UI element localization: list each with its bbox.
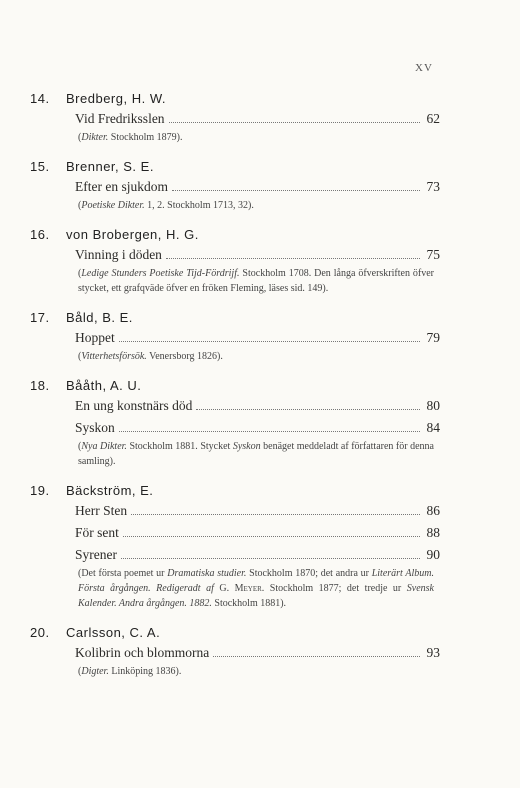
dot-leader — [169, 122, 420, 123]
entry-number: 15. — [30, 159, 50, 174]
poem-title: Kolibrin och blommorna — [75, 645, 210, 660]
contents-entry — [30, 377, 440, 469]
dot-leader — [123, 536, 420, 537]
author-heading — [30, 309, 440, 327]
source-text: Stockholm 1881. Stycket — [126, 441, 233, 452]
poem-title: En ung konstnärs död — [75, 398, 193, 413]
poem-row[interactable] — [75, 642, 440, 664]
page-ref: 86 — [426, 503, 440, 518]
dot-leader — [131, 514, 420, 515]
dot-leader — [119, 431, 420, 432]
source-note — [78, 198, 440, 213]
entry-number: 16. — [30, 227, 50, 242]
source-text: Digter. — [81, 666, 109, 677]
source-text: G. — [213, 583, 235, 594]
source-text: 1, 2. Stockholm 1713, 32). — [144, 200, 254, 211]
source-note — [78, 266, 440, 296]
poem-title: För sent — [75, 525, 119, 540]
source-note — [78, 130, 440, 145]
poem-title: Syskon — [75, 420, 115, 435]
source-text: Poetiske Dikter. — [81, 200, 145, 211]
contents-list — [30, 90, 440, 692]
source-text: ( — [78, 132, 82, 143]
page-ref: 62 — [426, 111, 440, 126]
author-name: Bredberg, H. W. — [66, 91, 166, 106]
entry-number: 19. — [30, 483, 50, 498]
source-note — [78, 566, 440, 611]
source-text: Nya Dikter. — [81, 441, 127, 452]
dot-leader — [196, 409, 420, 410]
dot-leader — [166, 258, 420, 259]
dot-leader — [119, 341, 420, 342]
entry-number: 20. — [30, 625, 50, 640]
poem-title: Syrener — [75, 547, 117, 562]
page-ref: 73 — [426, 179, 440, 194]
source-text: Syskon — [232, 441, 261, 452]
entry-number: 18. — [30, 378, 50, 393]
source-text: Stockholm 1879). — [108, 132, 183, 143]
page-ref: 88 — [426, 525, 440, 540]
source-text: Literärt Album. Första årgången. Redigeradt af — [78, 568, 434, 594]
source-note — [78, 664, 440, 679]
page-ref: 90 — [426, 547, 440, 562]
poem-row[interactable] — [75, 244, 440, 266]
page-ref: 75 — [426, 247, 440, 262]
poem-row[interactable] — [75, 176, 440, 198]
dot-leader — [213, 656, 420, 657]
source-note — [78, 349, 440, 364]
page-number: XV — [415, 62, 433, 74]
source-text: Svensk Kalender. Andra årgången. 1882. — [78, 583, 434, 609]
contents-entry — [30, 158, 440, 213]
author-name: Bäckström, E. — [66, 483, 154, 498]
page-ref: 80 — [426, 398, 440, 413]
poem-title: Efter en sjukdom — [75, 179, 168, 194]
source-text: Dikter. — [81, 132, 109, 143]
author-name: Carlsson, C. A. — [66, 625, 161, 640]
poem-title: Hoppet — [75, 330, 115, 345]
source-text: Stockholm 1870; det andra ur — [246, 568, 372, 579]
page-ref: 93 — [426, 645, 440, 660]
source-text: Dramatiska studier. — [167, 568, 247, 579]
source-text: Stockholm 1708. Den långa öfverskriften öfver stycket, ett grafqväde öfver en fröken Fleming, läses sid. 149). — [78, 268, 434, 294]
poem-title: Herr Sten — [75, 503, 128, 518]
page-ref: 79 — [426, 330, 440, 345]
source-text: ( — [78, 441, 82, 452]
source-text: ( — [78, 268, 82, 279]
source-text: Vitterhetsförsök. — [81, 351, 147, 362]
contents-entry — [30, 226, 440, 296]
author-heading — [30, 624, 440, 642]
poem-title: Vinning i döden — [75, 247, 162, 262]
contents-entry — [30, 624, 440, 679]
contents-entry — [30, 309, 440, 364]
source-note — [78, 439, 440, 469]
source-text: ( — [78, 666, 82, 677]
source-text: ( — [78, 351, 82, 362]
author-heading — [30, 482, 440, 500]
poem-row[interactable] — [75, 108, 440, 130]
contents-entry — [30, 90, 440, 145]
author-name: Båld, B. E. — [66, 310, 133, 325]
source-text: . Stockholm 1877; det tredje ur — [261, 583, 407, 594]
entry-number: 14. — [30, 91, 50, 106]
dot-leader — [121, 558, 420, 559]
source-text: Linköping 1836). — [108, 666, 182, 677]
author-name: Brenner, S. E. — [66, 159, 154, 174]
author-name: Bååth, A. U. — [66, 378, 142, 393]
source-text: ( — [78, 200, 82, 211]
poem-row[interactable] — [75, 500, 440, 522]
source-text: Stockholm 1881). — [211, 598, 287, 609]
source-text: Venersborg 1826). — [146, 351, 223, 362]
author-heading — [30, 377, 440, 395]
dot-leader — [172, 190, 420, 191]
poem-title: Vid Fredriksslen — [75, 111, 165, 126]
poem-row[interactable] — [75, 395, 440, 417]
poem-row[interactable] — [75, 327, 440, 349]
author-heading — [30, 90, 440, 108]
author-heading — [30, 158, 440, 176]
contents-entry — [30, 482, 440, 611]
poem-row[interactable] — [75, 417, 440, 439]
source-text: Meyer — [234, 583, 262, 594]
source-text: (Det första poemet ur — [78, 568, 168, 579]
entry-number: 17. — [30, 310, 50, 325]
poem-row[interactable] — [75, 544, 440, 566]
source-text: benäget meddeladt af författaren för denna samling). — [78, 441, 434, 467]
author-name: von Brobergen, H. G. — [66, 227, 199, 242]
source-text: Ledige Stunders Poetiske Tijd-Fördrijf. — [81, 268, 240, 279]
page-ref: 84 — [426, 420, 440, 435]
poem-row[interactable] — [75, 522, 440, 544]
author-heading — [30, 226, 440, 244]
